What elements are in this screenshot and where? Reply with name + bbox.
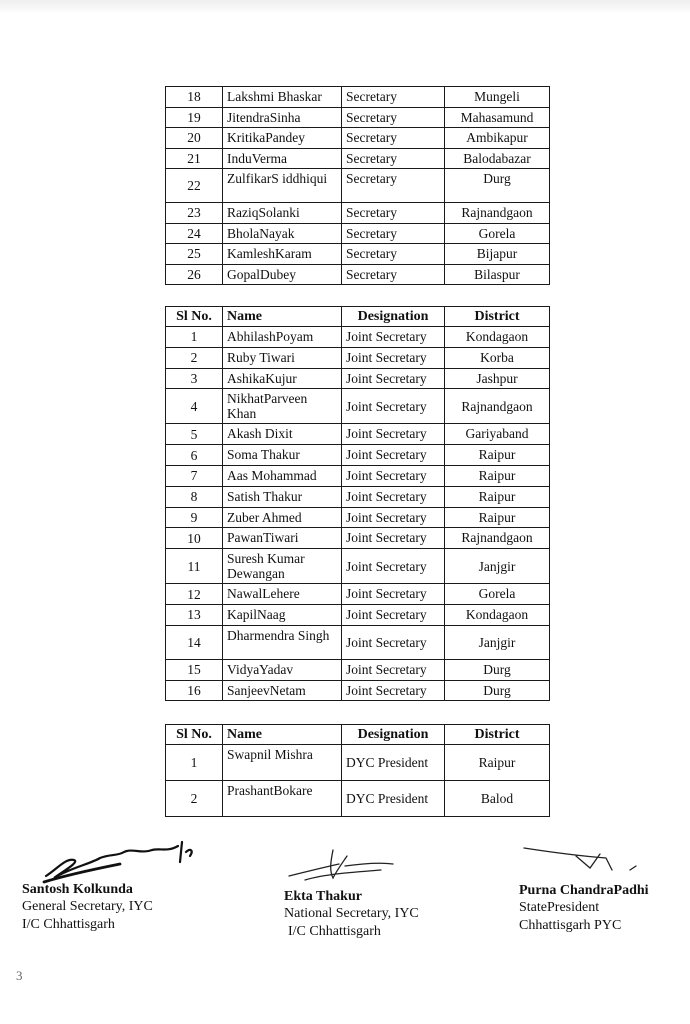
cell-designation: Joint Secretary <box>342 465 445 486</box>
table-row <box>166 549 550 584</box>
header-district: District <box>445 307 550 327</box>
page-number: 3 <box>16 968 23 983</box>
cell-designation: Joint Secretary <box>342 528 445 549</box>
cell-designation: Joint Secretary <box>342 680 445 701</box>
cell-name: PawanTiwari <box>223 528 342 549</box>
cell-name: ZulfikarS iddhiqui <box>223 169 342 203</box>
signature-purna-chandrapadhi <box>520 842 650 878</box>
cell-name: AbhilashPoyam <box>223 327 342 348</box>
cell-designation: Joint Secretary <box>342 549 445 584</box>
cell-designation: Secretary <box>342 264 445 285</box>
cell-name: KapilNaag <box>223 604 342 625</box>
cell-designation: Joint Secretary <box>342 584 445 605</box>
table-header-row <box>166 725 550 745</box>
table-row <box>166 223 550 244</box>
cell-district: Mungeli <box>445 87 550 108</box>
cell-district: Balodabazar <box>445 148 550 169</box>
cell-designation: Joint Secretary <box>342 389 445 424</box>
cell-name: Akash Dixit <box>223 424 342 445</box>
cell-designation: Joint Secretary <box>342 486 445 507</box>
cell-sl-no: 3 <box>166 368 223 389</box>
cell-sl-no: 15 <box>166 659 223 680</box>
cell-district: Rajnandgaon <box>445 528 550 549</box>
cell-district: Gorela <box>445 223 550 244</box>
cell-name: Aas Mohammad <box>223 465 342 486</box>
table-row <box>166 486 550 507</box>
cell-designation: Secretary <box>342 148 445 169</box>
cell-designation: Joint Secretary <box>342 347 445 368</box>
cell-sl-no: 1 <box>166 327 223 348</box>
cell-designation: Secretary <box>342 244 445 265</box>
table-row <box>166 347 550 368</box>
cell-sl-no: 7 <box>166 465 223 486</box>
cell-sl-no: 26 <box>166 264 223 285</box>
cell-sl-no: 14 <box>166 625 223 659</box>
cell-name: Ruby Tiwari <box>223 347 342 368</box>
cell-district: Mahasamund <box>445 107 550 128</box>
cell-sl-no: 16 <box>166 680 223 701</box>
table-row <box>166 507 550 528</box>
cell-district: Korba <box>445 347 550 368</box>
cell-name: NawalLehere <box>223 584 342 605</box>
cell-district: Kondagaon <box>445 327 550 348</box>
cell-district: Durg <box>445 169 550 203</box>
cell-name: VidyaYadav <box>223 659 342 680</box>
table-row <box>166 264 550 285</box>
cell-district: Bilaspur <box>445 264 550 285</box>
cell-designation: Secretary <box>342 107 445 128</box>
header-name: Name <box>223 725 342 745</box>
signatory-org: Chhattisgarh PYC <box>519 918 622 933</box>
cell-designation: Secretary <box>342 203 445 224</box>
cell-designation: Joint Secretary <box>342 424 445 445</box>
cell-district: Jashpur <box>445 368 550 389</box>
cell-district: Rajnandgaon <box>445 389 550 424</box>
cell-designation: Secretary <box>342 169 445 203</box>
cell-sl-no: 8 <box>166 486 223 507</box>
signatory-title: StatePresident <box>519 900 600 915</box>
cell-designation: Joint Secretary <box>342 604 445 625</box>
cell-sl-no: 25 <box>166 244 223 265</box>
signatory-title: National Secretary, IYC <box>284 906 419 921</box>
table-row <box>166 528 550 549</box>
cell-name: Swapnil Mishra <box>223 745 342 781</box>
dyc-president-table <box>165 724 550 817</box>
cell-name: KamleshKaram <box>223 244 342 265</box>
signatory-block-1 <box>22 882 153 934</box>
cell-name: GopalDubey <box>223 264 342 285</box>
table-row <box>166 445 550 466</box>
table-row <box>166 148 550 169</box>
cell-name: Zuber Ahmed <box>223 507 342 528</box>
cell-designation: Joint Secretary <box>342 368 445 389</box>
table-row <box>166 389 550 424</box>
cell-sl-no: 19 <box>166 107 223 128</box>
cell-sl-no: 11 <box>166 549 223 584</box>
cell-district: Bijapur <box>445 244 550 265</box>
table-header-row <box>166 307 550 327</box>
cell-sl-no: 13 <box>166 604 223 625</box>
cell-designation: Joint Secretary <box>342 507 445 528</box>
cell-sl-no: 6 <box>166 445 223 466</box>
cell-sl-no: 22 <box>166 169 223 203</box>
cell-name: KritikaPandey <box>223 128 342 149</box>
table-row <box>166 327 550 348</box>
cell-sl-no: 5 <box>166 424 223 445</box>
table-row <box>166 659 550 680</box>
cell-designation: Joint Secretary <box>342 445 445 466</box>
cell-sl-no: 23 <box>166 203 223 224</box>
table-row <box>166 625 550 659</box>
table-row <box>166 680 550 701</box>
cell-district: Raipur <box>445 465 550 486</box>
cell-sl-no: 20 <box>166 128 223 149</box>
cell-sl-no: 10 <box>166 528 223 549</box>
signatory-block-2 <box>284 889 419 941</box>
table-row <box>166 169 550 203</box>
cell-sl-no: 4 <box>166 389 223 424</box>
header-sl-no: Sl No. <box>166 725 223 745</box>
cell-designation: Secretary <box>342 223 445 244</box>
table-row <box>166 244 550 265</box>
cell-name: PrashantBokare <box>223 781 342 817</box>
signatory-title: General Secretary, IYC <box>22 899 153 914</box>
table-row <box>166 107 550 128</box>
cell-name: JitendraSinha <box>223 107 342 128</box>
cell-district: Balod <box>445 781 550 817</box>
cell-designation: DYC President <box>342 745 445 781</box>
cell-sl-no: 9 <box>166 507 223 528</box>
table-row <box>166 584 550 605</box>
header-designation: Designation <box>342 725 445 745</box>
cell-name: Soma Thakur <box>223 445 342 466</box>
joint-secretary-table <box>165 306 550 701</box>
table-row <box>166 368 550 389</box>
cell-district: Durg <box>445 680 550 701</box>
table-row <box>166 604 550 625</box>
cell-district: Raipur <box>445 445 550 466</box>
cell-name: RaziqSolanki <box>223 203 342 224</box>
cell-name: NikhatParveen Khan <box>223 389 342 424</box>
cell-sl-no: 2 <box>166 781 223 817</box>
cell-district: Durg <box>445 659 550 680</box>
table-row <box>166 424 550 445</box>
cell-name: SanjeevNetam <box>223 680 342 701</box>
cell-sl-no: 2 <box>166 347 223 368</box>
table-row <box>166 465 550 486</box>
header-sl-no: Sl No. <box>166 307 223 327</box>
signatory-org: I/C Chhattisgarh <box>22 917 115 932</box>
cell-name: Dharmendra Singh <box>223 625 342 659</box>
cell-designation: Joint Secretary <box>342 659 445 680</box>
cell-sl-no: 12 <box>166 584 223 605</box>
cell-district: Janjgir <box>445 549 550 584</box>
cell-name: Suresh Kumar Dewangan <box>223 549 342 584</box>
signatory-name: Santosh Kolkunda <box>22 882 133 897</box>
secretary-table <box>165 86 550 285</box>
signatory-name: Purna ChandraPadhi <box>519 883 649 898</box>
signatory-org: I/C Chhattisgarh <box>288 924 381 939</box>
header-designation: Designation <box>342 307 445 327</box>
cell-name: AshikaKujur <box>223 368 342 389</box>
cell-district: Janjgir <box>445 625 550 659</box>
cell-name: Satish Thakur <box>223 486 342 507</box>
signature-ekta-thakur <box>285 846 415 886</box>
cell-designation: Joint Secretary <box>342 625 445 659</box>
cell-district: Gariyaband <box>445 424 550 445</box>
signatory-block-3 <box>519 883 649 935</box>
cell-district: Rajnandgaon <box>445 203 550 224</box>
cell-district: Ambikapur <box>445 128 550 149</box>
cell-district: Kondagaon <box>445 604 550 625</box>
table-row <box>166 781 550 817</box>
table-row <box>166 745 550 781</box>
cell-sl-no: 18 <box>166 87 223 108</box>
cell-district: Gorela <box>445 584 550 605</box>
cell-name: BholaNayak <box>223 223 342 244</box>
signatory-name: Ekta Thakur <box>284 889 362 904</box>
table-row <box>166 128 550 149</box>
header-district: District <box>445 725 550 745</box>
cell-district: Raipur <box>445 486 550 507</box>
cell-district: Raipur <box>445 507 550 528</box>
table-row <box>166 87 550 108</box>
cell-sl-no: 1 <box>166 745 223 781</box>
cell-district: Raipur <box>445 745 550 781</box>
table-row <box>166 203 550 224</box>
cell-sl-no: 24 <box>166 223 223 244</box>
cell-designation: Joint Secretary <box>342 327 445 348</box>
cell-designation: Secretary <box>342 128 445 149</box>
header-name: Name <box>223 307 342 327</box>
cell-sl-no: 21 <box>166 148 223 169</box>
cell-name: InduVerma <box>223 148 342 169</box>
signature-santosh-kolkunda <box>40 838 200 886</box>
cell-designation: DYC President <box>342 781 445 817</box>
cell-designation: Secretary <box>342 87 445 108</box>
cell-name: Lakshmi Bhaskar <box>223 87 342 108</box>
